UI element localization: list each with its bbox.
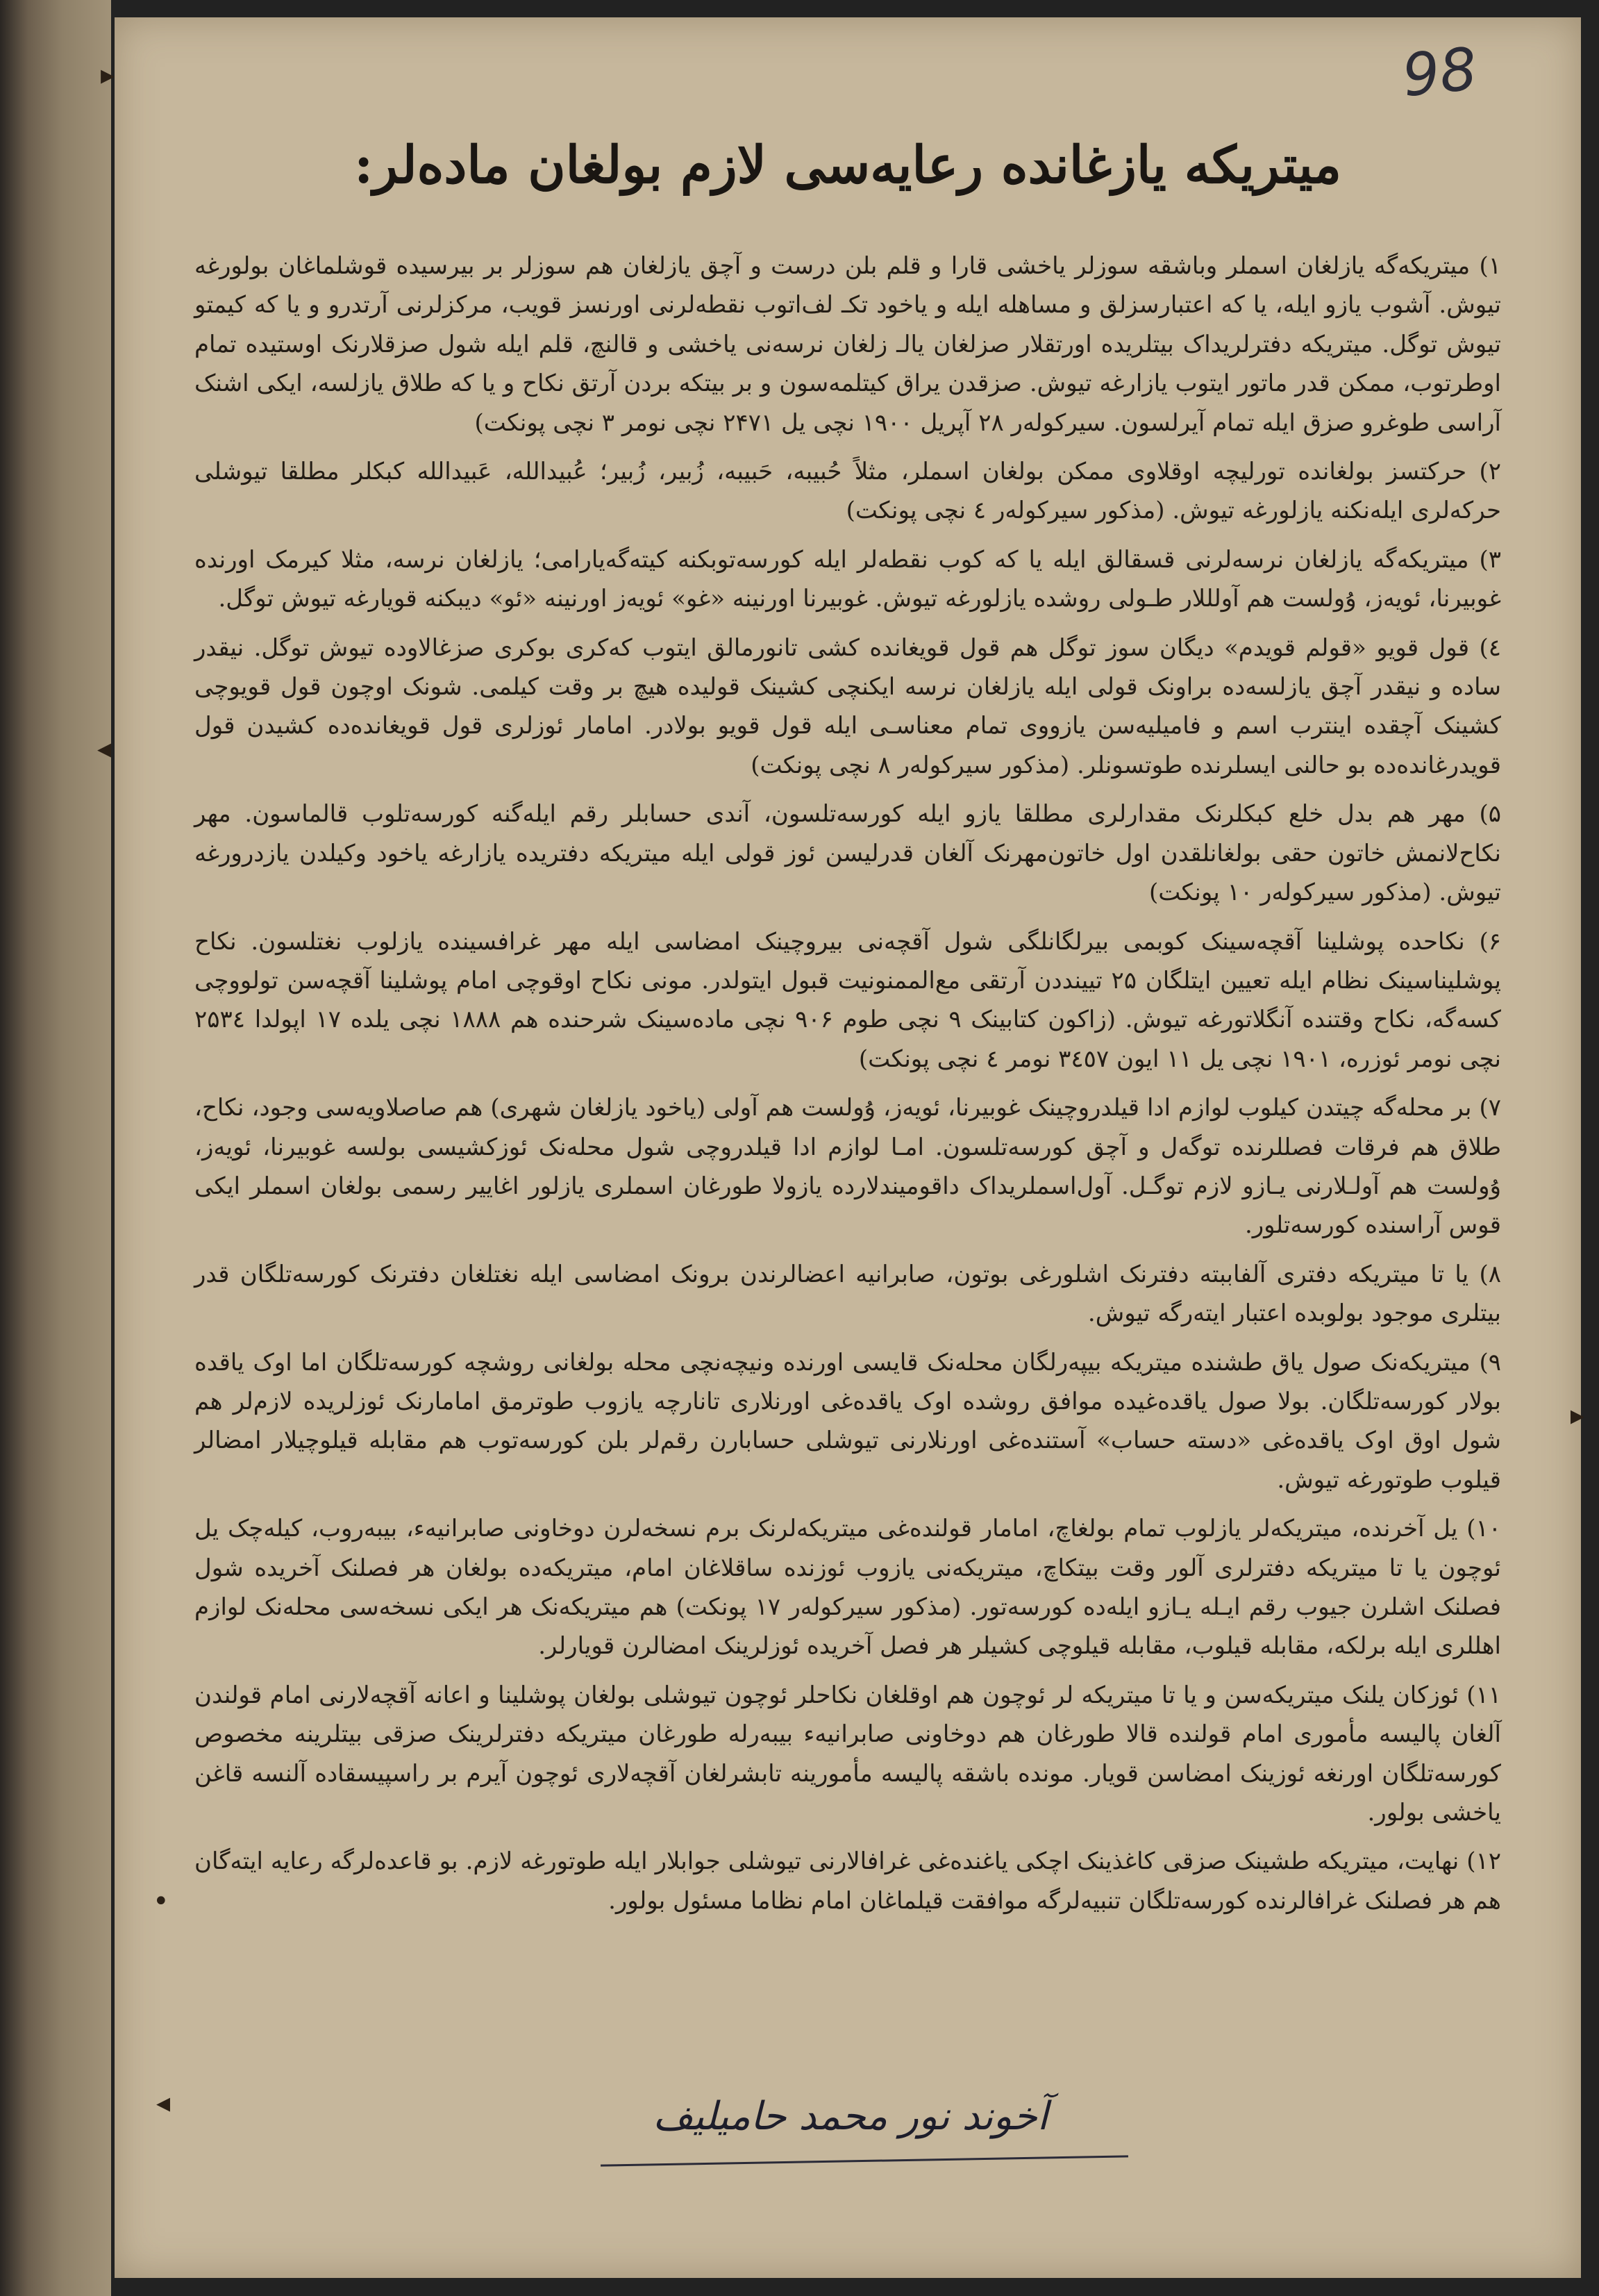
paragraph-2: ۲) حرکتسز بولغانده تورلیچه اوقلاوی ممکن بولغان اسملر، مثلاً حُبیبه، حَبیبه، زُبیر، زُبیر؛ عُبیدالله، عَبیدالله کبکلر مطلقا تیوشلی حرکه‌لری ایله‌نکنه یازلورغه تیوش. (مذکور سیرکوله‌ر ٤ نچی پونکت) (194, 458, 1501, 525)
paragraph-5: ۵) مهر هم بدل خلع کبکلرنک مقدارلری مطلقا یازو ایله کورسه‌تلسون، آندی حسابلر رقم ایله‌گنه کورسه‌تلوب قالماسون. مهر نکاح‌لانمش خاتون حقی بولغانلقدن اول خاتون‌مهرنک آلغان قدرلیسن ئوز قولی ایله میتریکه دفتریده یازارغه یاخود وکیلدن یازدرورغه تیوش. (مذکور سیرکوله‌ر ۱۰ پونکت) (194, 800, 1501, 907)
margin-mark-upper: ◂ (97, 733, 112, 765)
signature: آخوند نور محمد حامیلیف (653, 2094, 1048, 2139)
margin-mark-bottom: ◂ (156, 2087, 171, 2119)
page-number: 98 (1399, 34, 1480, 110)
paragraph-9: ۹) میتریکه‌نک صول یاق طشنده میتریکه بیپه‌رلگان محله‌نک قایسی اورنده ونیچه‌نچی محله بولغانی روشچه کورسه‌تلگان اما اوک یاقده بولار کورسه‌تلگان. بولا صول یاقده‌غیده موافق روشده اوک یاقده‌غی اورنلاری تانارچه یازوب طوترمق امامارنک ئوزلریده لازم‌لر هم شول اوق اوک یاقده‌غی «دسته حساب» آستنده‌غی اورنلارنی تیوشلی حسابارن رقم‌لر بلن کورسه‌توب هم مقابله قیلوچیلار امضالر قیلوب طوتورغه تیوش. (194, 1348, 1501, 1494)
signature-underline (601, 2155, 1128, 2166)
margin-mark-top: ▸ (101, 59, 115, 91)
margin-mark-right: ▸ (1570, 1399, 1584, 1431)
paragraph-10: ۱۰) یل آخرنده، میتریکه‌لر یازلوب تمام بولغاچ، امامار قولنده‌غی میتریکه‌لرنک برم نسخه‌لرن دوخاونی صابرانیه‌ء، بیبه‌روب، کیله‌چک یل ئوچون یا تا میتریکه دفترلری آلور وقت بیتکاچ، میتریکه‌نی یازوب ئوزنده ساقلاغان امام، میتریکه‌ده بولغان هر فصلنک آخریده شول فصلنک اشلرن جیوب رقم ایـله یـازو ایله‌ده کورسه‌تور. (مذکور سیرکوله‌ر ۱۷ پونکت) هم میتریکه‌نک هر ایکی نسخه‌سی محله‌نک لوازم اهللری ایله برلکه، مقابله قیلوب، مقابله قیلوچی کشیلر هر فصل آخریده ئوزلرینک امضالرن قویارلر. (194, 1515, 1501, 1661)
paragraph-3: ۳) میتریکه‌گه یازلغان نرسه‌لرنی قسقالق ایله یا که کوب نقطه‌لر ایله کورسه‌توبکنه کیته‌گه‌یارامی؛ یازلغان نرسه، مثلا کیرمک اورنده غوبیرنا، ئویه‌ز، ۇولست هم آولللار طـولی روشده یازلورغه تیوش. غوبیرنا اورنینه «غو» ئویه‌ز اورنینه «ئو» دیبکنه قویارغه تیوش توگل. (194, 545, 1501, 613)
document-page (97, 17, 1584, 2278)
paragraph-6: ۶) نکاحده پوشلینا آقچه‌سینک کوبمی بیرلگانلگی شول آقچه‌نی بیروچینک امضاسی ایله مهر غرافسینده یازلوب نغتلسون. نکاح پوشلیناسینک نظام ایله تعیین ایتلگان ۲۵ تیینددن آرتقی مع‌الممنونیت قبول ایتولدر. مونی نکاح اوقوچی امام پوشلینا آقچه‌سن تولووچی کسه‌گه، نکاح وقتنده آنگلاتورغه تیوش. (زاکون کتابینک ۹ نچی طوم ۹۰۶ نچی ماده‌سینک شرحنده هم ۱۸۸۸ نچی یلده ۱۷ اپولدا ۲۵۳٤ نچی نومر ئوزره، ۱۹۰۱ نچی یل ۱۱ ایون ۳٤٥۷ نومر ٤ نچی پونکت) (194, 927, 1501, 1073)
document-body (194, 247, 1501, 1930)
document-title: میتریکه یازغانده رعایه‌سی لازم بولغان ماده‌لر: (353, 135, 1342, 195)
paragraph-12: ۱۲) نهایت، میتریکه طشینک صزقی کاغذینک اچکی یاغنده‌غی غرافالارنی تیوشلی جوابلار ایله طوتورغه لازم. بو قاعده‌لرگه رعایه ایته‌گان هم هر فصلنک غرافالرنده کورسه‌تلگان تنبیه‌لرگه موافقت قیلماغان امام نظاما مسئول بولور. (194, 1847, 1501, 1915)
paragraph-7: ۷) بر محله‌گه چیتدن کیلوب لوازم ادا قیلدروچینک غوبیرنا، ئویه‌ز، ۇولست هم آولی (یاخود یازلغان شهری) هم صاصلاویه‌سی وجود، نکاح، طلاق هم فرقات فصللرنده توگه‌ل و آچق کورسه‌تلسون. امـا لوازم ادا قیلدروچی شول محله‌نک ئوزکشیسی بولسه غوبیرنا، ئویه‌ز، ۇولست هم آولـلارنی یـازو لازم توگـل. آول‌اسملریدا‌ک داقومیندلارده یازولا طورغان اسملری یازلور اغاییر رسمی بولغان اسملر ایکی قوس آراسنده کورسه‌تلور. (194, 1094, 1501, 1240)
margin-mark-lower: • (153, 1886, 169, 1918)
paragraph-8: ۸) یا تا میتریکه دفتری آلفاببته دفترنک اشلورغی بوتون، صابرانیه اعضالرندن برونک امضاسی ایله نغتلغان دفترنک کورسه‌تلگان قدر بیتلری موجود بولوبده اعتبار ایته‌رگه تیوش. (194, 1260, 1501, 1328)
paragraph-1: ۱) میتریکه‌گه یازلغان اسملر وباشقه سوزلر یاخشی قارا و قلم بلن درست و آچق یازلغان هم سوزلر بر بیرسیده قوشلماغان بولورغه تیوش. آشوب یازو ایله، یا که اعتبارسزلق و مساهله ایله و یاخود تکـ لف‌اتوب نقطه‌لرنی اورنسز قویب، مرکزلرنی آرتدرو و یا که کیمتو تیوش توگل. میتریکه دفترلریدا‌ک بیتلریده اورتقلار صزلغان یالـ زلغان نرسه‌نی یاخشی و قالنچ، قلم ایله شول صزقلارنک اوستیده تمام اوطرتوب، ممکن قدر ماتور ایتوب یازارغه تیوش. صزقدن یراق کیتلمه‌سون و بر بیتکه بردن آرتق نکاح و یا که طلاق یازلسه، ایکی اشنک آراسی طوغرو صزق ایله تمام آیرلسون. سیرکوله‌ر ۲۸ آپریل ۱۹۰۰ نچی یل ۲۴۷۱ نچی نومر ۳ نچی پونکت) (194, 252, 1501, 437)
paragraph-4: ٤) قول قویو «قولم قویدم» دیگان سوز توگل هم قول قویغانده کشی تانورمالق ایتوب که‌کری بوکری صزغالاوده تیوش توگل. نیقدر ساده و نیقدر آچق یازلسه‌ده براونک قولی ایله یازلغان نرسه ایکنچی کشینک قولیده هیچ بر وقت کیلمی. شونک اوچون قول قویوچی کشینک آچقده اینترب اسم و فامیلیه‌سن یازووی تمام معناسـی ایله قول قویو بولادر. امامار ئوزلری قول قویغانده‌ده کشیدن قول قویدرغانده‌ده بو حالنی ایسلرنده طوتسونلر. (مذکور سیرکوله‌ر ۸ نچی پونکت) (194, 633, 1501, 779)
book-binding (0, 0, 111, 2296)
paragraph-11: ۱۱) ئوزکان یلنک میتریکه‌سن و یا تا میتریکه لر ئوچون هم اوقلغان نکاحلر ئوچون تیوشلی بولغان پوشلینا و اعانه آقچه‌لارنی امام قولندن آلغان پالیسه مأموری امام قولنده قالا طورغان هم دوخاونی صابرانیه‌ء بیبه‌رله طورغان میتریکه دفترلرینک صزقی بیتلرینه مخصوص کورسه‌تلگان اورنغه ئوزینک امضاسن قویار. مونده باشقه پالیسه مأمورینه تابشرلغان آقچه‌لاری ئوچون آیرم بر راسپیسقاده آلنسه قاغن یاخشی بولور. (194, 1681, 1501, 1827)
